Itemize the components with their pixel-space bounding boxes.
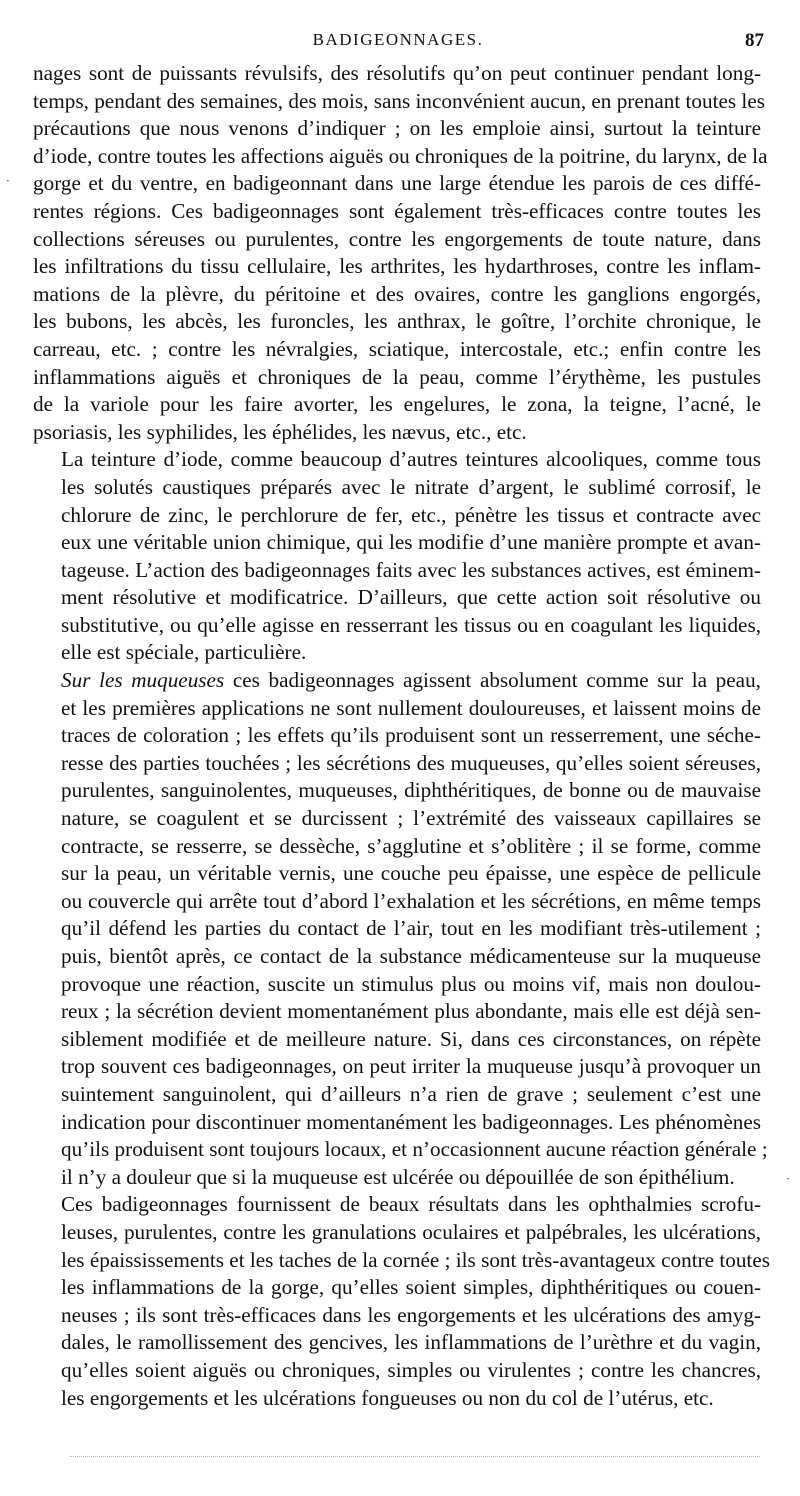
body-text [33, 60, 770, 1412]
paragraph [33, 60, 768, 446]
text-line: inflammations aiguës et chroniques de la peau, comme l’érythème, les pustules [33, 364, 761, 389]
paragraph [33, 1191, 770, 1412]
text-line: précautions que nous venons d’indiquer ; on les emploie ainsi, surtout la teinture [33, 116, 761, 141]
text-line: resse des parties touchées ; les sécrétions des muqueuses, qu’elles soient séreuses, [61, 750, 761, 775]
text-line: provoque une réaction, suscite un stimulus plus ou moins vif, mais non doulou- [61, 971, 761, 996]
paragraph [33, 446, 761, 667]
text-line: suintement sanguinolent, qui d’ailleurs n’a rien de grave ; seulement c’est une [61, 1081, 761, 1106]
text-line-rest: ces badigeonnages agissent absolument comme sur la peau, [224, 668, 761, 693]
text-line: reux ; la sécrétion devient momentanément plus abondante, mais elle est déjà sen- [61, 999, 761, 1024]
paragraph [33, 667, 768, 1191]
page-number: 87 [745, 30, 764, 51]
margin-mark-left: · [6, 174, 10, 188]
text-line: d’iode, contre toutes les affections aiguës ou chroniques de la poitrine, du larynx, de la [33, 143, 768, 168]
text-line: La teinture d’iode, comme beaucoup d’autres teintures alcooliques, comme tous [61, 447, 761, 472]
italic-lead: Sur les muqueuses [61, 668, 225, 693]
text-line: traces de coloration ; les effets qu’ils produisent sont un resserrement, une séche- [61, 723, 761, 748]
text-line: les engorgements et les ulcérations fongueuses ou non du col de l’utérus, etc. [61, 1385, 714, 1410]
text-line-with-italic-lead [33, 667, 761, 695]
text-line: les infiltrations du tissu cellulaire, les arthrites, les hydarthroses, contre les inflam- [33, 254, 761, 279]
text-line: temps, pendant des semaines, des mois, sans inconvénient aucun, en prenant toutes les [33, 88, 765, 113]
text-line: il n’y a douleur que si la muqueuse est ulcérée ou dépouillée de son épithélium. [61, 1164, 735, 1189]
text-line: qu’ils produisent sont toujours locaux, et n’occasionnent aucune réaction générale ; [61, 1137, 768, 1162]
text-line: Ces badigeonnages fournissent de beaux résultats dans les ophthalmies scrofu- [61, 1192, 761, 1217]
text-line: chlorure de zinc, le perchlorure de fer, etc., pénètre les tissus et contracte avec [61, 502, 761, 527]
text-line: nages sont de puissants révulsifs, des résolutifs qu’on peut continuer pendant long- [33, 61, 761, 85]
text-line: leuses, purulentes, contre les granulations oculaires et palpébrales, les ulcérations, [61, 1219, 761, 1244]
running-title: BADIGEONNAGES. [312, 30, 484, 49]
text-line: dales, le ramollissement des gencives, les inflammations de l’urèthre et du vagin, [61, 1330, 761, 1355]
text-line: carreau, etc. ; contre les névralgies, sciatique, intercostale, etc.; enfin contre les [33, 336, 761, 361]
text-line: indication pour discontinuer momentanément les badigeonnages. Les phénomènes [61, 1109, 761, 1134]
text-line: les bubons, les abcès, les furoncles, les anthrax, le goître, l’orchite chronique, le [33, 309, 761, 334]
text-line: nature, se coagulent et se durcissent ; l’extrémité des vaisseaux capillaires se [61, 806, 761, 831]
text-line: substitutive, ou qu’elle agisse en resserrant les tissus ou en coagulant les liquides, [61, 612, 761, 637]
text-line: et les premières applications ne sont nullement douloureuses, et laissent moins de [61, 695, 761, 720]
text-line: collections séreuses ou purulentes, contre les engorgements de toute nature, dans [33, 226, 761, 251]
text-line: puis, bientôt après, ce contact de la substance médicamenteuse sur la muqueuse [61, 944, 761, 968]
text-line: psoriasis, les syphilides, les éphélides, les nævus, etc., etc. [33, 419, 527, 444]
text-line: gorge et du ventre, en badigeonnant dans une large étendue les parois de ces diffé- [33, 171, 761, 196]
bottom-edge-marks [70, 1456, 760, 1457]
text-line: qu’il défend les parties du contact de l’air, tout en les modifiant très-utilement ; [61, 916, 761, 941]
text-line: elle est spéciale, particulière. [61, 640, 307, 665]
text-line: purulentes, sanguinolentes, muqueuses, diphthéritiques, de bonne ou de mauvaise [61, 778, 761, 803]
text-line: contracte, se resserre, se dessèche, s’agglutine et s’oblitère ; il se forme, comme [61, 833, 761, 858]
text-line: qu’elles soient aiguës ou chroniques, simples ou virulentes ; contre les chancres, [61, 1357, 761, 1382]
text-line: rentes régions. Ces badigeonnages sont également très-efficaces contre toutes les [33, 198, 761, 223]
text-line: de la variole pour les faire avorter, les engelures, le zona, la teigne, l’acné, le [33, 392, 761, 417]
text-line: ment résolutive et modificatrice. D’ailleurs, que cette action soit résolutive ou [61, 585, 761, 610]
text-line: eux une véritable union chimique, qui les modifie d’une manière prompte et avan- [61, 530, 761, 555]
text-line: les épaississements et les taches de la cornée ; ils sont très-avantageux contre toutes [61, 1247, 770, 1272]
text-line: les inflammations de la gorge, qu’elles soient simples, diphthéritiques ou couen- [61, 1275, 761, 1300]
margin-mark-right: · [786, 1172, 790, 1186]
running-header [32, 30, 764, 58]
text-line: ou couvercle qui arrête tout d’abord l’exhalation et les sécrétions, en même temps [61, 888, 761, 913]
text-line: neuses ; ils sont très-efficaces dans les engorgements et les ulcérations des amyg- [61, 1302, 761, 1327]
text-line: tageuse. L’action des badigeonnages faits avec les substances actives, est éminem- [61, 557, 761, 582]
text-line: les solutés caustiques préparés avec le nitrate d’argent, le sublimé corrosif, le [61, 474, 761, 499]
text-line: sur la peau, un véritable vernis, une couche peu épaisse, une espèce de pellicule [61, 861, 761, 886]
text-line: mations de la plèvre, du péritoine et des ovaires, contre les ganglions engorgés, [33, 281, 761, 306]
text-line: siblement modifiée et de meilleure nature. Si, dans ces circonstances, on répète [61, 1026, 761, 1051]
text-line: trop souvent ces badigeonnages, on peut irriter la muqueuse jusqu’à provoquer un [61, 1054, 761, 1079]
